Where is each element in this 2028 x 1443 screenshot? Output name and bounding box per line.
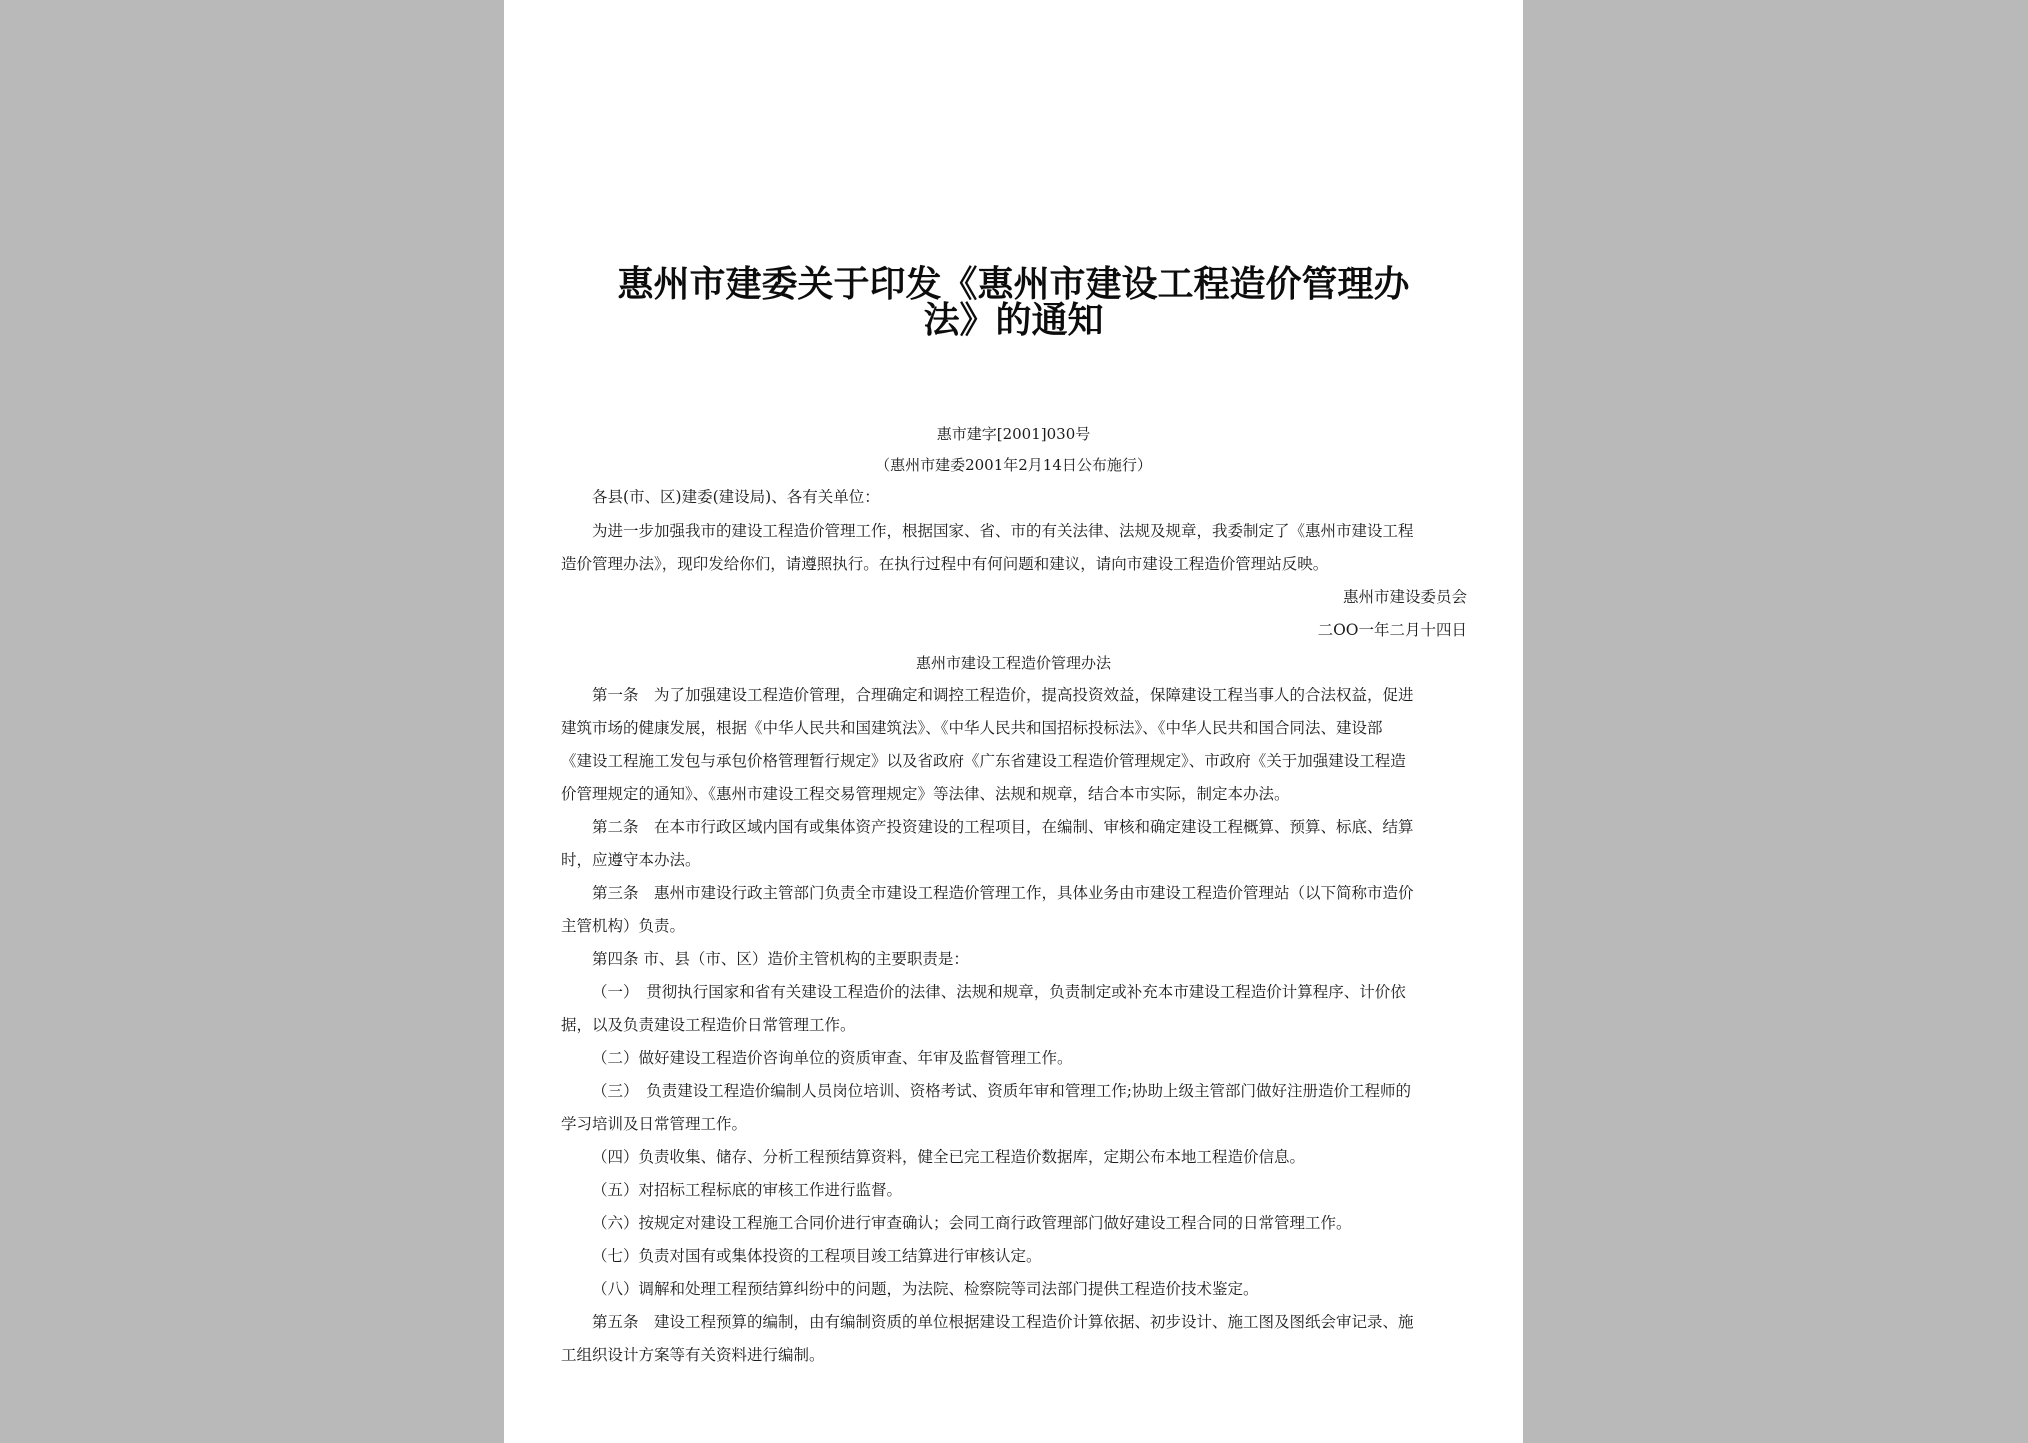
document-title-line-1: 惠州市建委关于印发《惠州市建设工程造价管理办 bbox=[617, 263, 1410, 305]
article-4-item: （四）负责收集、储存、分析工程预结算资料，健全已完工程造价数据库，定期公布本地工程造价信息。 bbox=[592, 1148, 1306, 1166]
article-4-item: （一） 贯彻执行国家和省有关建设工程造价的法律、法规和规章，负责制定或补充本市建设工程造价计算程序、计价依 bbox=[592, 983, 1406, 1001]
article-4-item: （六）按规定对建设工程施工合同价进行审查确认；会同工商行政管理部门做好建设工程合同的日常管理工作。 bbox=[592, 1214, 1352, 1232]
signature-organization: 惠州市建设委员会 bbox=[1342, 588, 1467, 606]
article-5-line: 第五条 建设工程预算的编制，由有编制资质的单位根据建设工程造价计算依据、初步设计、施工图及图纸会审记录、施 bbox=[592, 1313, 1414, 1331]
article-3-line: 第三条 惠州市建设行政主管部门负责全市建设工程造价管理工作，具体业务由市建设工程造价管理站（以下简称市造价 bbox=[592, 884, 1414, 902]
paragraph-line: 造价管理办法》，现印发给你们，请遵照执行。在执行过程中有何问题和建议，请向市建设工程造价管理站反映。 bbox=[561, 555, 1329, 573]
salutation: 各县(市、区)建委(建设局)、各有关单位： bbox=[592, 488, 880, 506]
article-1-line: 价管理规定的通知》、《惠州市建设工程交易管理规定》等法律、法规和规章，结合本市实际，制定本办法。 bbox=[561, 785, 1290, 803]
measures-title: 惠州市建设工程造价管理办法 bbox=[915, 654, 1111, 672]
article-4-item: 据，以及负责建设工程造价日常管理工作。 bbox=[561, 1016, 856, 1034]
article-4-item: 学习培训及日常管理工作。 bbox=[561, 1115, 748, 1133]
article-4-item: （三） 负责建设工程造价编制人员岗位培训、资格考试、资质年审和管理工作;协助上级主管部门做好注册造价工程师的 bbox=[592, 1082, 1411, 1100]
article-4-heading: 第四条 市、县（市、区）造价主管机构的主要职责是： bbox=[592, 950, 969, 968]
document-page bbox=[504, 0, 1523, 1443]
article-4-item: （五）对招标工程标底的审核工作进行监督。 bbox=[592, 1181, 903, 1199]
document-number: 惠市建字[2001]030号 bbox=[936, 425, 1091, 443]
article-2-line: 时，应遵守本办法。 bbox=[561, 851, 701, 869]
article-4-item: （七）负责对国有或集体投资的工程项目竣工结算进行审核认定。 bbox=[592, 1247, 1042, 1265]
article-1-line: 《建设工程施工发包与承包价格管理暂行规定》以及省政府《广东省建设工程造价管理规定》、市政府《关于加强建设工程造 bbox=[561, 752, 1406, 770]
article-4-item: （二）做好建设工程造价咨询单位的资质审查、年审及监督管理工作。 bbox=[592, 1049, 1073, 1067]
document-title-line-2: 法》的通知 bbox=[923, 299, 1104, 341]
article-1-line: 建筑市场的健康发展，根据《中华人民共和国建筑法》、《中华人民共和国招标投标法》、《中华人民共和国合同法、建设部 bbox=[561, 719, 1383, 737]
signature-date: 二OO一年二月十四日 bbox=[1317, 621, 1467, 639]
article-1-line: 第一条 为了加强建设工程造价管理，合理确定和调控工程造价，提高投资效益，保障建设工程当事人的合法权益，促进 bbox=[592, 686, 1414, 704]
article-2-line: 第二条 在本市行政区域内国有或集体资产投资建设的工程项目，在编制、审核和确定建设工程概算、预算、标底、结算 bbox=[592, 818, 1414, 836]
article-4-item: （八）调解和处理工程预结算纠纷中的问题，为法院、检察院等司法部门提供工程造价技术鉴定。 bbox=[592, 1280, 1259, 1298]
article-5-line: 工组织设计方案等有关资料进行编制。 bbox=[561, 1346, 825, 1364]
paragraph-line: 为进一步加强我市的建设工程造价管理工作，根据国家、省、市的有关法律、法规及规章，我委制定了《惠州市建设工程 bbox=[592, 522, 1414, 540]
article-3-line: 主管机构）负责。 bbox=[561, 917, 686, 935]
issue-note: （惠州市建委2001年2月14日公布施行） bbox=[875, 456, 1152, 474]
